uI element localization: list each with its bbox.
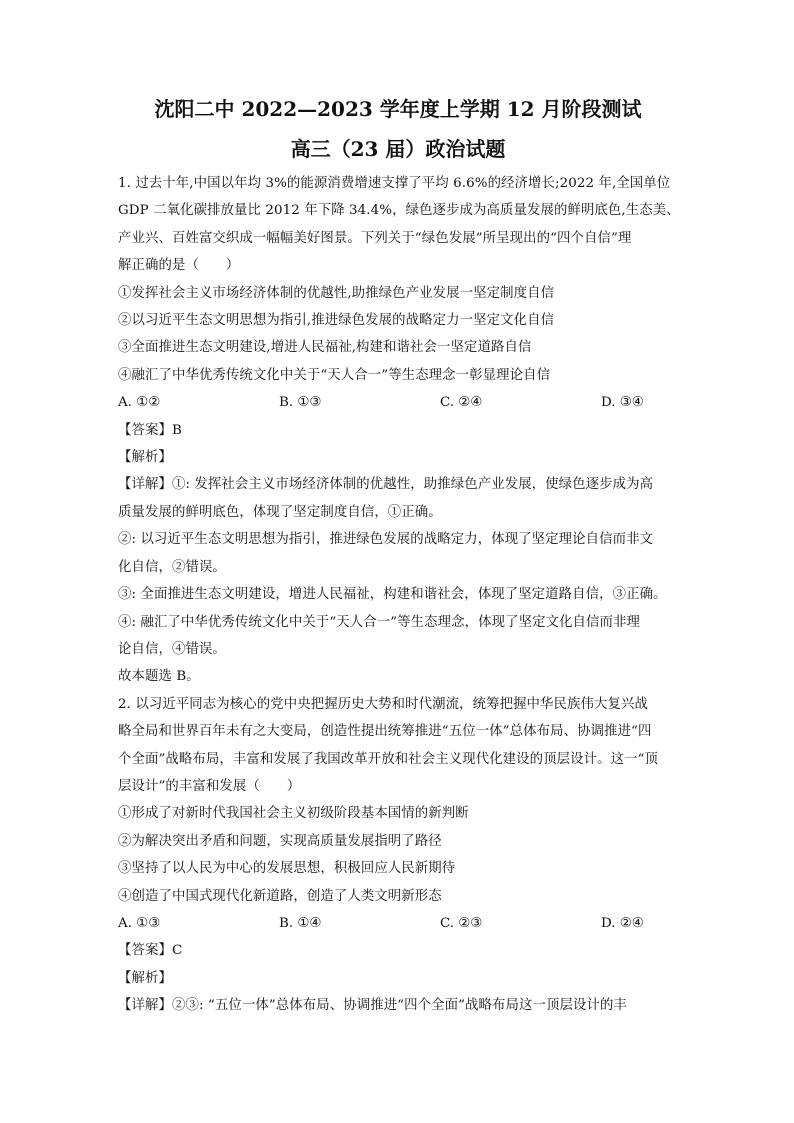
question-2-stem-line: 略全局和世界百年未有之大变局，创造性提出统筹推进“五位一体”总体布局、协调推进“四 bbox=[118, 724, 652, 740]
question-1-detail-line: ②: 以习近平生态文明思想为指引，推进绿色发展的战略定力，体现了坚定理论自信而非文 bbox=[118, 532, 654, 548]
question-1-conclusion: 故本题选 B。 bbox=[118, 669, 200, 685]
question-2-stem-line: 层设计”的丰富和发展（ ） bbox=[118, 778, 301, 794]
exam-subtitle: 高三（23 届）政治试题 bbox=[290, 137, 506, 161]
question-1 bbox=[118, 170, 678, 691]
option-d: D. ②④ bbox=[601, 915, 644, 931]
question-1-statement: ④融汇了中华优秀传统文化中关于“天人合一”等生态理念一彰显理论自信 bbox=[118, 367, 551, 383]
option-a: A. ①② bbox=[118, 395, 161, 411]
question-1-statement: ③全面推进生态文明建设,增进人民福祉,构建和谐社会一坚定道路自信 bbox=[118, 340, 532, 356]
question-2-options bbox=[118, 910, 678, 937]
question-2-statement: ④创造了中国式现代化新道路，创造了人类文明新形态 bbox=[118, 888, 442, 904]
question-2 bbox=[118, 691, 678, 1020]
exam-title: 沈阳二中 2022—2023 学年度上学期 12 月阶段测试 bbox=[154, 97, 642, 121]
question-1-stem-line: GDP 二氧化碳排放量比 2012 年下降 34.4%，绿色逐步成为高质量发展的鲜明底色,生态美、 bbox=[118, 203, 680, 219]
question-1-detail-line: 化自信，②错误。 bbox=[118, 559, 226, 575]
question-2-statement: ③坚持了以人民为中心的发展思想，积极回应人民新期待 bbox=[118, 861, 456, 877]
question-1-stem-line: 1. 过去十年,中国以年均 3%的能源消费增速支撑了平均 6.6%的经济增长;2022 年,全国单位 bbox=[118, 176, 671, 191]
option-b: B. ①④ bbox=[279, 915, 322, 931]
question-1-detail-line: 【详解】①: 发挥社会主义市场经济体制的优越性，助推绿色产业发展，使绿色逐步成为高 bbox=[118, 477, 654, 493]
exam-page bbox=[118, 96, 678, 1020]
question-1-stem-line: 产业兴、百姓富交织成一幅幅美好图景。下列关于“绿色发展”所呈现出的“四个自信”理 bbox=[118, 230, 632, 246]
question-1-statement: ②以习近平生态文明思想为指引,推进绿色发展的战略定力一坚定文化自信 bbox=[118, 313, 555, 329]
question-1-analysis-label: 【解析】 bbox=[118, 450, 172, 466]
question-1-stem-line: 解正确的是（ ） bbox=[118, 258, 240, 274]
question-2-stem-line: 个全面”战略布局，丰富和发展了我国改革开放和社会主义现代化建设的顶层设计。这一“顶 bbox=[118, 751, 659, 767]
question-1-detail-line: 论自信，④错误。 bbox=[118, 641, 226, 657]
question-2-analysis-label: 【解析】 bbox=[118, 970, 172, 986]
question-2-statement: ①形成了对新时代我国社会主义初级阶段基本国情的新判断 bbox=[118, 806, 469, 822]
option-a: A. ①③ bbox=[118, 915, 161, 931]
question-1-detail-line: ③: 全面推进生态文明建设，增进人民福祉，构建和谐社会，体现了坚定道路自信，③正确。 bbox=[118, 587, 667, 603]
question-1-statement: ①发挥社会主义市场经济体制的优越性,助推绿色产业发展一坚定制度自信 bbox=[118, 285, 555, 301]
option-b: B. ①③ bbox=[279, 395, 322, 411]
question-1-detail-line: 质量发展的鲜明底色，体现了坚定制度自信，①正确。 bbox=[118, 504, 442, 520]
question-1-answer: 【答案】B bbox=[118, 422, 182, 438]
question-2-stem-line: 2. 以习近平同志为核心的党中央把握历史大势和时代潮流，统筹把握中华民族伟大复兴战 bbox=[118, 696, 648, 712]
question-2-answer: 【答案】C bbox=[118, 943, 183, 959]
option-c: C. ②④ bbox=[440, 395, 483, 411]
question-2-detail-line: 【详解】②③: “五位一体”总体布局、协调推进“四个全面”战略布局这一顶层设计的丰 bbox=[118, 998, 627, 1014]
option-d: D. ③④ bbox=[601, 395, 644, 411]
question-2-statement: ②为解决突出矛盾和问题，实现高质量发展指明了路径 bbox=[118, 833, 442, 849]
question-1-detail-line: ④: 融汇了中华优秀传统文化中关于“天人合一”等生态理念，体现了坚定文化自信而非理 bbox=[118, 614, 641, 630]
option-c: C. ②③ bbox=[440, 915, 483, 931]
question-1-options bbox=[118, 389, 678, 416]
